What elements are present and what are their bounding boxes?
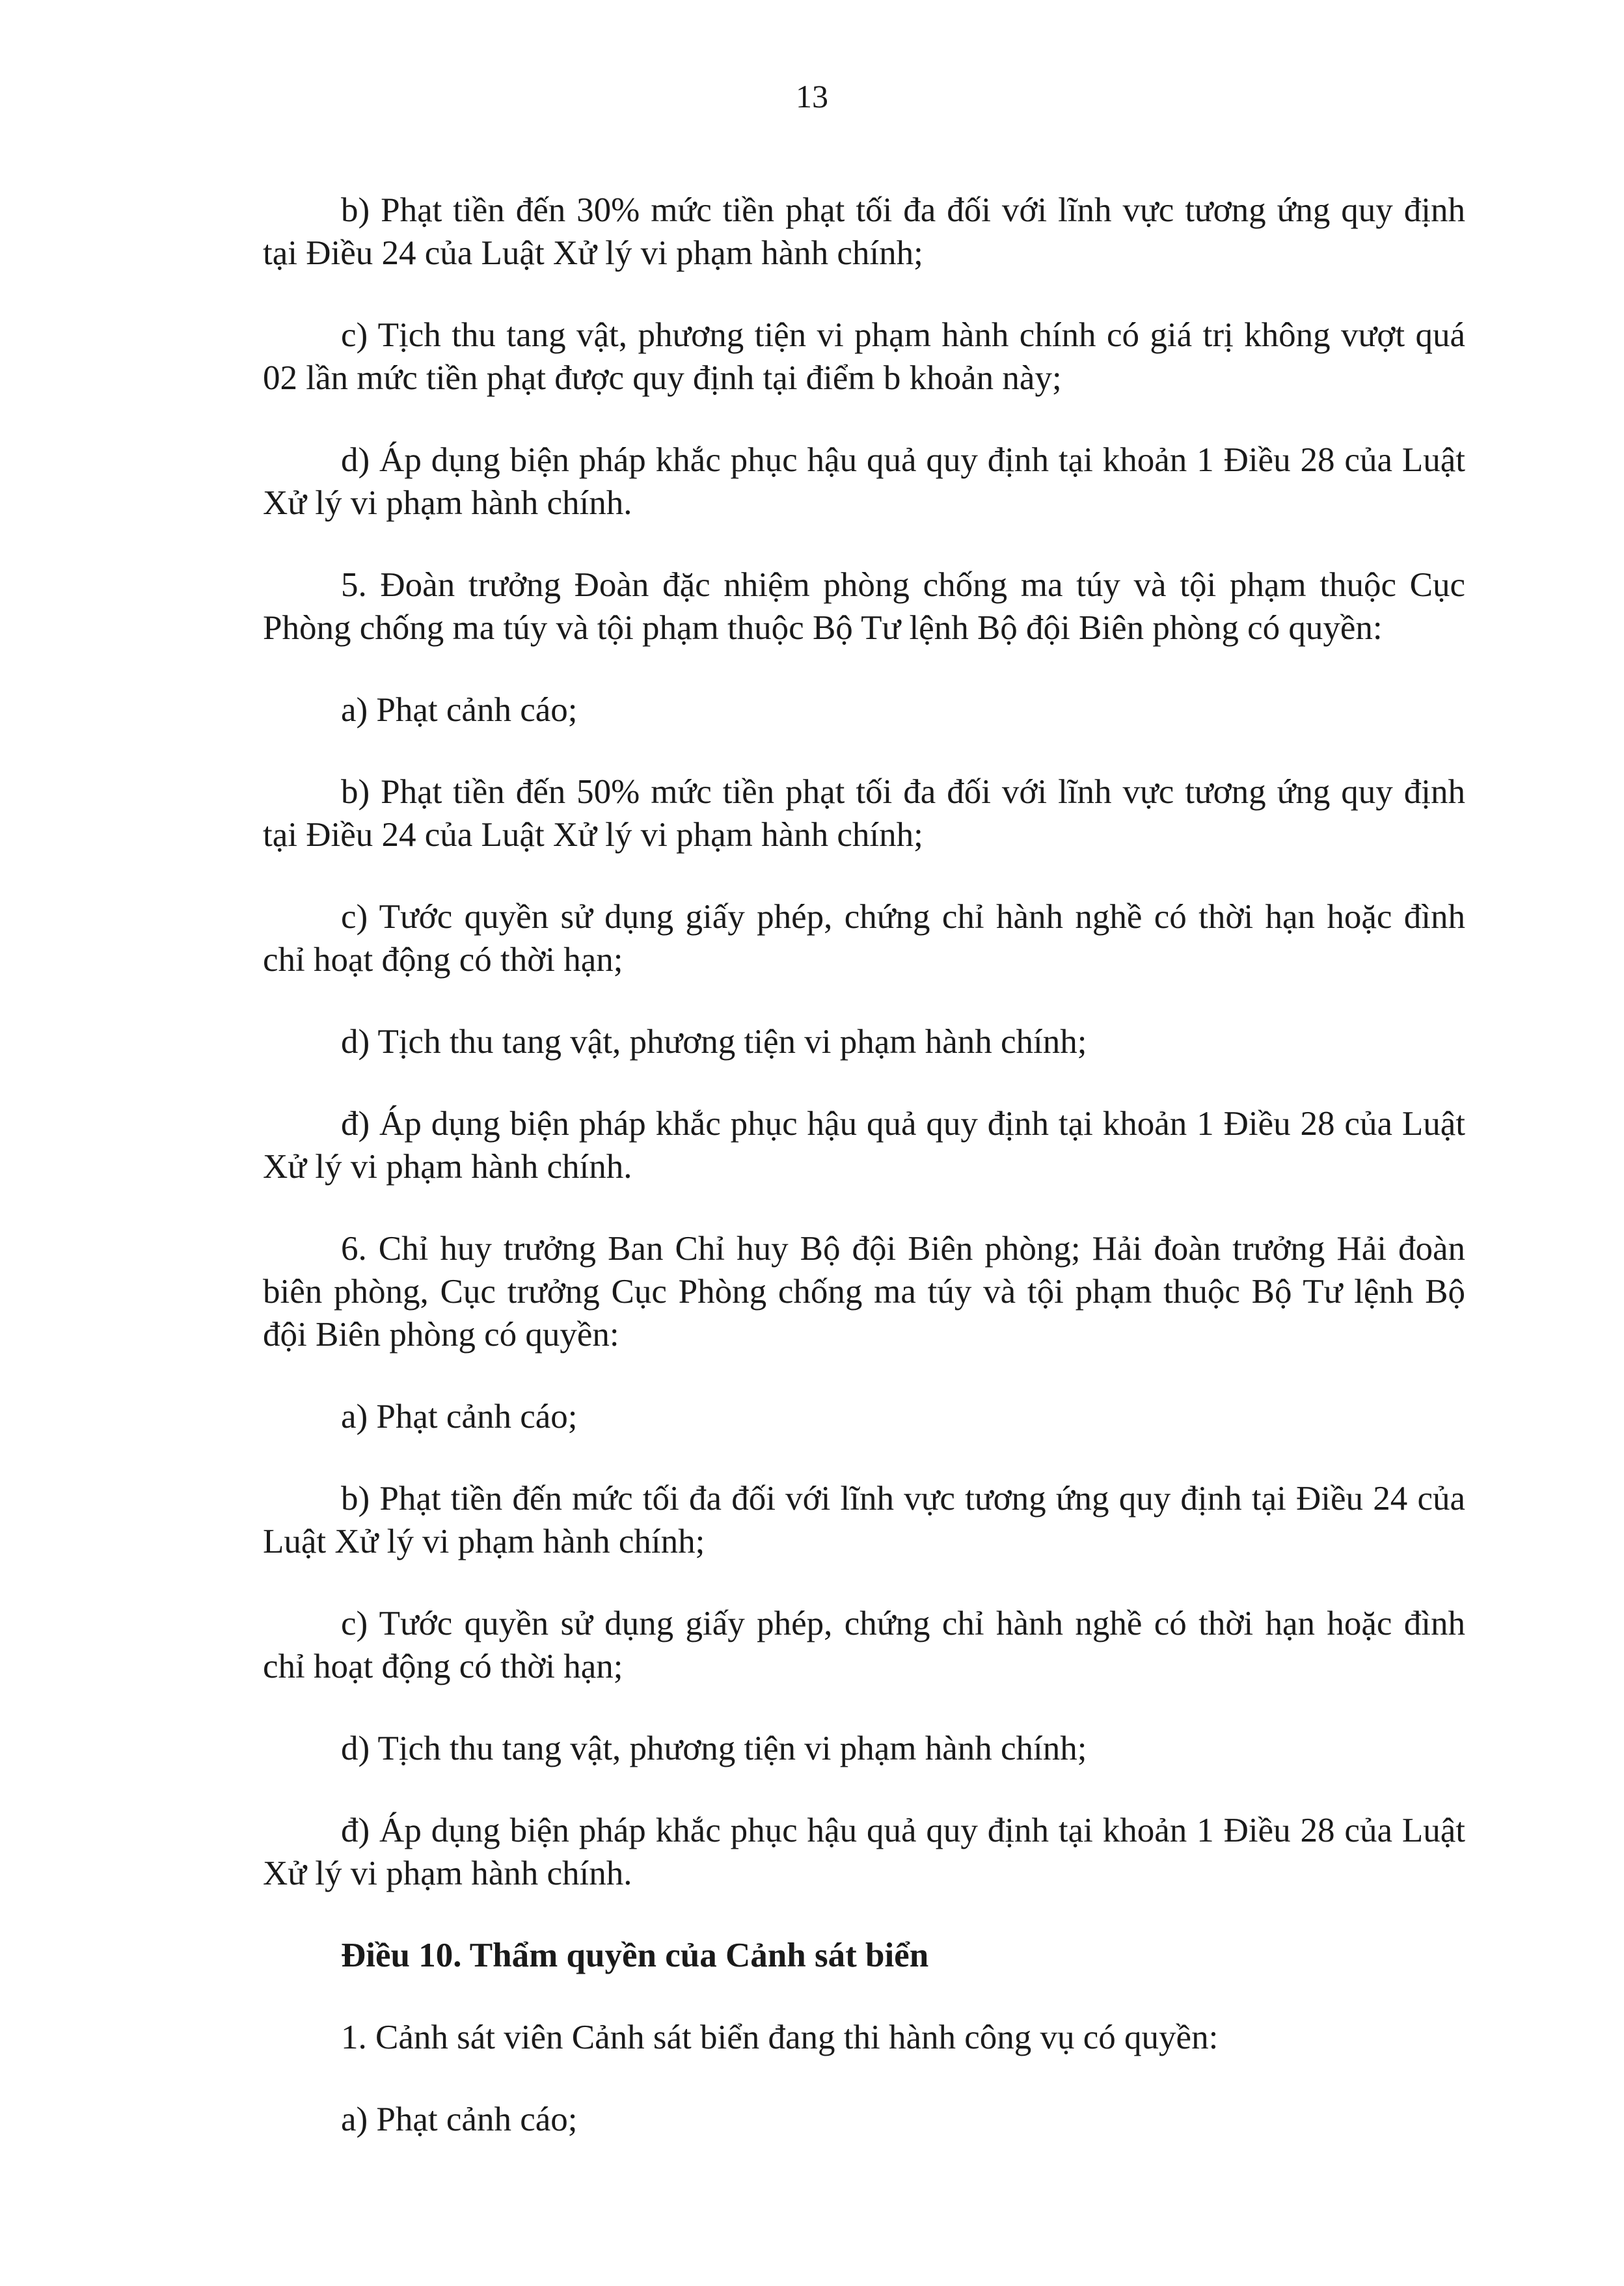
paragraph: a) Phạt cảnh cáo; xyxy=(341,2101,578,2138)
paragraph: c) Tước quyền sử dụng giấy phép, chứng chỉ hành nghề có thời hạn hoặc đình chỉ hoạt động có thời hạn; xyxy=(263,1605,1465,1685)
paragraph: đ) Áp dụng biện pháp khắc phục hậu quả quy định tại khoản 1 Điều 28 của Luật Xử lý vi phạm hành chính. xyxy=(263,1105,1465,1186)
paragraph: a) Phạt cảnh cáo; xyxy=(341,691,578,729)
paragraph: d) Tịch thu tang vật, phương tiện vi phạm hành chính; xyxy=(341,1730,1087,1767)
paragraph: c) Tịch thu tang vật, phương tiện vi phạm hành chính có giá trị không vượt quá 02 lần mức tiền phạt được quy định tại điểm b khoản này; xyxy=(263,316,1465,397)
paragraph: b) Phạt tiền đến 30% mức tiền phạt tối đa đối với lĩnh vực tương ứng quy định tại Điều 24 của Luật Xử lý vi phạm hành chính; xyxy=(263,191,1465,272)
paragraph: 5. Đoàn trưởng Đoàn đặc nhiệm phòng chống ma túy và tội phạm thuộc Cục Phòng chống ma túy và tội phạm thuộc Bộ Tư lệnh Bộ đội Biên phòng có quyền: xyxy=(263,566,1465,647)
document-body xyxy=(263,189,1465,2180)
paragraph: c) Tước quyền sử dụng giấy phép, chứng chỉ hành nghề có thời hạn hoặc đình chỉ hoạt động có thời hạn; xyxy=(263,898,1465,979)
article-heading: Điều 10. Thẩm quyền của Cảnh sát biển xyxy=(341,1937,929,1974)
paragraph: b) Phạt tiền đến 50% mức tiền phạt tối đa đối với lĩnh vực tương ứng quy định tại Điều 24 của Luật Xử lý vi phạm hành chính; xyxy=(263,773,1465,854)
paragraph: 6. Chỉ huy trưởng Ban Chỉ huy Bộ đội Biên phòng; Hải đoàn trưởng Hải đoàn biên phòng, Cục trưởng Cục Phòng chống ma túy và tội phạm thuộc Bộ Tư lệnh Bộ đội Biên phòng có quyền: xyxy=(263,1230,1465,1354)
page-number: 13 xyxy=(796,78,828,115)
paragraph: 1. Cảnh sát viên Cảnh sát biển đang thi hành công vụ có quyền: xyxy=(341,2019,1219,2056)
paragraph: đ) Áp dụng biện pháp khắc phục hậu quả quy định tại khoản 1 Điều 28 của Luật Xử lý vi phạm hành chính. xyxy=(263,1812,1465,1892)
paragraph: d) Áp dụng biện pháp khắc phục hậu quả quy định tại khoản 1 Điều 28 của Luật Xử lý vi phạm hành chính. xyxy=(263,441,1465,522)
paragraph: d) Tịch thu tang vật, phương tiện vi phạm hành chính; xyxy=(341,1023,1087,1061)
paragraph: b) Phạt tiền đến mức tối đa đối với lĩnh vực tương ứng quy định tại Điều 24 của Luật Xử lý vi phạm hành chính; xyxy=(263,1480,1465,1560)
paragraph: a) Phạt cảnh cáo; xyxy=(341,1398,578,1436)
